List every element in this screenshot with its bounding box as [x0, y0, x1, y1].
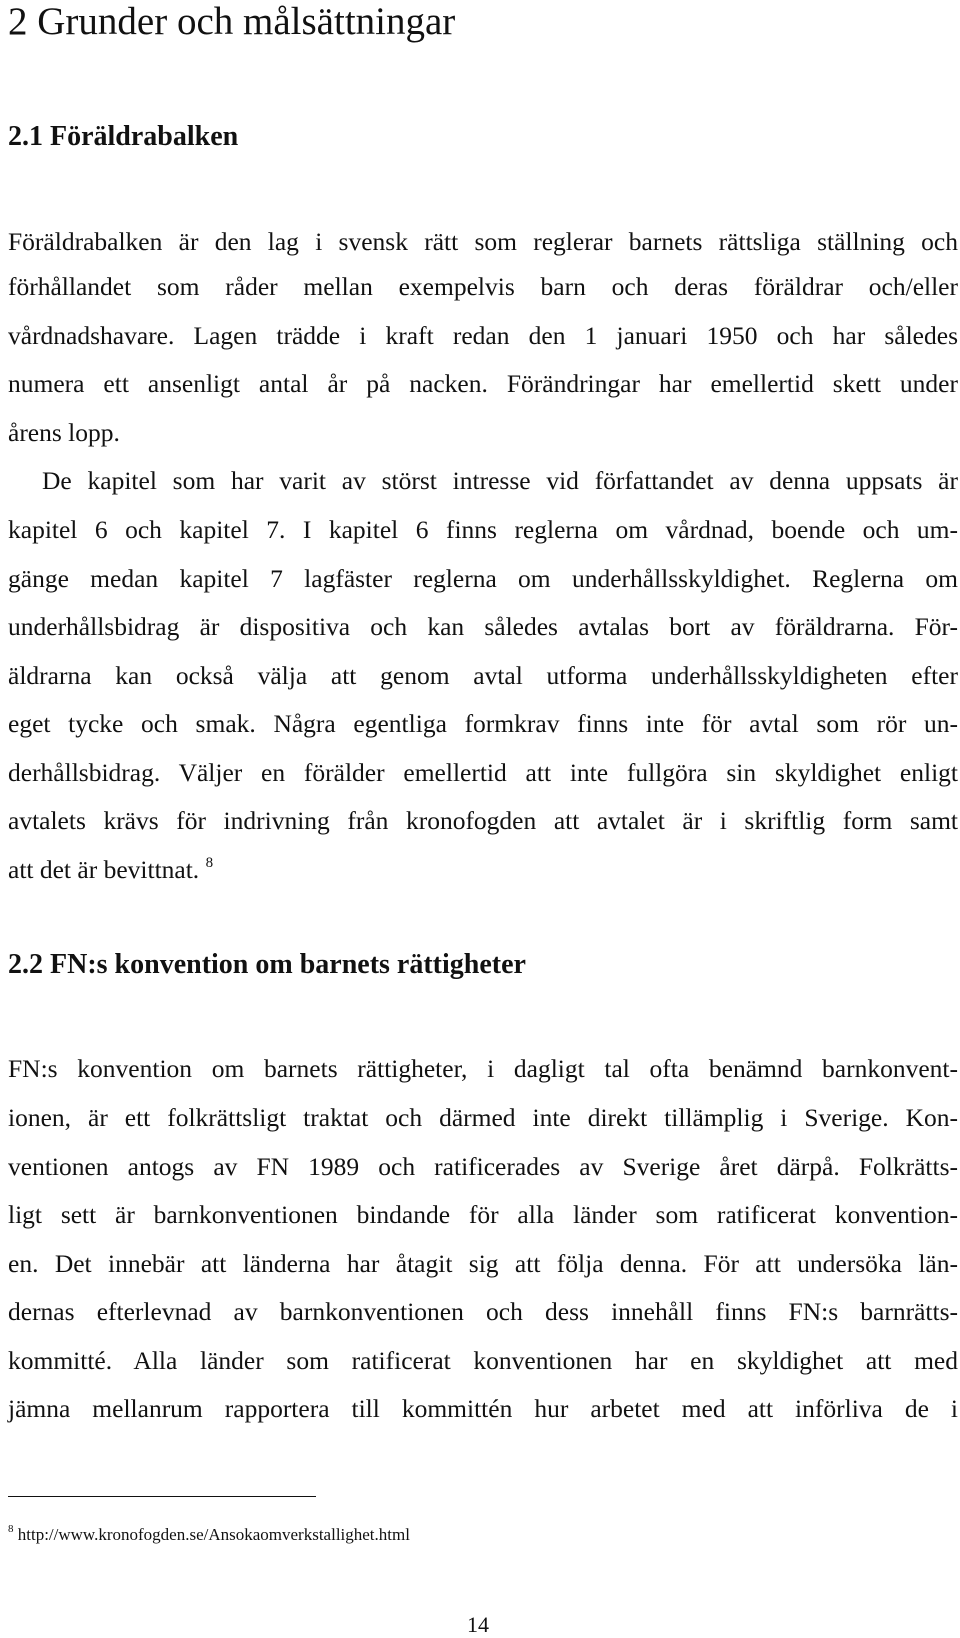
text-line: avtalets krävs för indrivning från kronofogden att avtalet är i skriftlig form samt [8, 806, 958, 835]
footnote [8, 1524, 410, 1546]
text-line: underhållsbidrag är dispositiva och kan således avtalas bort av föräldrarna. För- [8, 612, 958, 641]
text-line: att det är bevittnat. [8, 855, 200, 884]
text-line: äldrarna kan också välja att genom avtal utforma underhållsskyldigheten efter [8, 661, 958, 690]
text-line: dernas efterlevnad av barnkonventionen och dess innehåll finns FN:s barnrätts- [8, 1297, 958, 1326]
text-line: ligt sett är barnkonventionen bindande för alla länder som ratificerat konvention- [8, 1200, 958, 1229]
text-line: gänge medan kapitel 7 lagfäster reglerna om underhållsskyldighet. Reglerna om [8, 564, 958, 593]
section-heading-2-1: 2.1 Föräldrabalken [8, 121, 239, 152]
text-line: ventionen antogs av FN 1989 och ratificerades av Sverige året därpå. Folkrätts- [8, 1152, 958, 1181]
text-line: De kapitel som har varit av störst intresse vid författandet av denna uppsats är [42, 466, 958, 495]
text-line: FN:s konvention om barnets rättigheter, i dagligt tal ofta benämnd barnkonvent- [8, 1054, 958, 1083]
text-line: en. Det innebär att länderna har åtagit sig att följa denna. För att undersöka län- [8, 1249, 958, 1278]
footnote-separator [8, 1496, 316, 1497]
section-heading-2-2: 2.2 FN:s konvention om barnets rättigheter [8, 949, 526, 980]
text-line: Föräldrabalken är den lag i svensk rätt som reglerar barnets rättsliga ställning och [8, 227, 958, 256]
text-line-with-footnote [8, 855, 958, 885]
footnote-link[interactable]: http://www.kronofogden.se/Ansokaomverkstallighet.html [17, 1525, 410, 1544]
page-number: 14 [467, 1612, 489, 1637]
text-line: eget tycke och smak. Några egentliga formkrav finns inte för avtal som rör un- [8, 709, 958, 738]
chapter-title: 2 Grunder och målsättningar [8, 0, 456, 43]
text-line: kapitel 6 och kapitel 7. I kapitel 6 finns reglerna om vårdnad, boende och um- [8, 515, 958, 544]
footnote-reference[interactable]: 8 [205, 855, 214, 871]
text-line: förhållandet som råder mellan exempelvis barn och deras föräldrar och/eller [8, 272, 958, 301]
text-line: årens lopp. [8, 418, 120, 447]
text-line: kommitté. Alla länder som ratificerat konventionen har en skyldighet att med [8, 1346, 958, 1375]
text-line: numera ett ansenligt antal år på nacken. Förändringar har emellertid skett under [8, 369, 958, 398]
text-line: derhållsbidrag. Väljer en förälder emellertid att inte fullgöra sin skyldighet enligt [8, 758, 958, 787]
text-line: jämna mellanrum rapportera till kommittén hur arbetet med att införliva de i [8, 1394, 958, 1423]
footnote-number: 8 [8, 1523, 14, 1535]
text-line: vårdnadshavare. Lagen trädde i kraft redan den 1 januari 1950 och har således [8, 321, 958, 350]
text-line: ionen, är ett folkrättsligt traktat och därmed inte direkt tillämplig i Sverige. Kon- [8, 1103, 958, 1132]
